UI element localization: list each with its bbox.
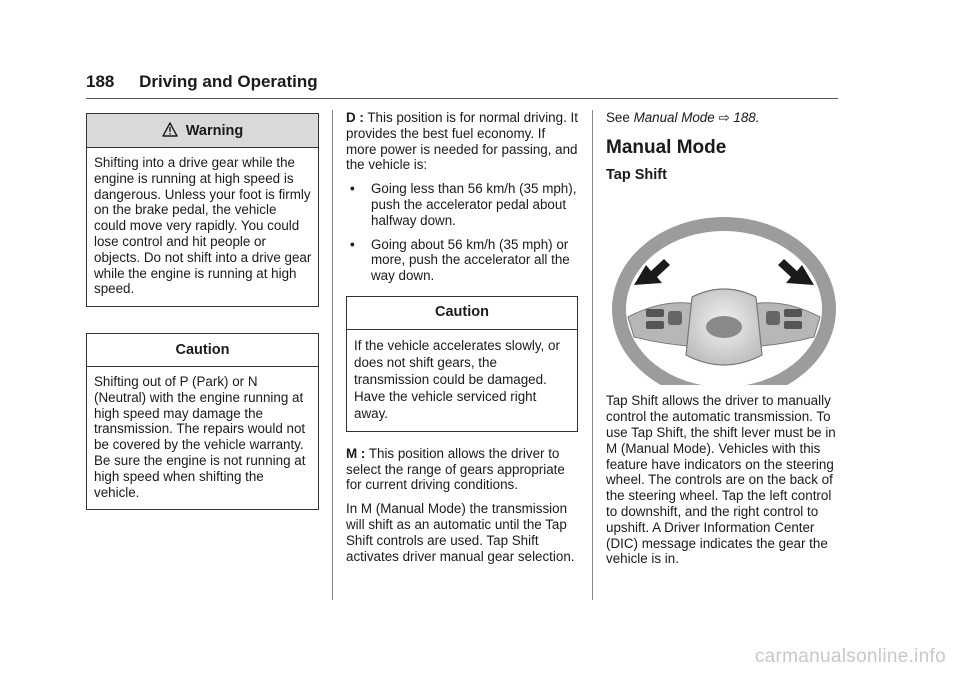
warning-box bbox=[86, 113, 319, 307]
column-divider-1 bbox=[332, 110, 333, 600]
steering-wheel-icon bbox=[606, 197, 842, 385]
caution-box-1-title: Caution bbox=[87, 334, 318, 367]
steering-wheel-figure bbox=[606, 197, 842, 385]
caution-box-1-body: Shifting out of P (Park) or N (Neutral) with the engine running at high speed may damage the transmission. The repairs would not be covered by the vehicle warranty. Be sure the engine is not running at high speed when shifting the vehicle. bbox=[94, 374, 306, 500]
caution-box-2-title: Caution bbox=[347, 297, 577, 330]
subsection-title: Tap Shift bbox=[606, 166, 667, 183]
m-text: This position allows the driver to select the range of gears appropriate for current driving conditions. bbox=[346, 445, 565, 493]
warning-triangle-icon bbox=[162, 122, 178, 137]
warning-box-title: Warning bbox=[185, 123, 244, 139]
list-item bbox=[346, 237, 578, 284]
d-position-paragraph bbox=[346, 110, 578, 173]
see-page: 188. bbox=[733, 110, 760, 125]
arrow-ref-icon: ⇨ bbox=[718, 110, 730, 125]
see-prefix: See bbox=[606, 110, 630, 125]
warning-box-body: Shifting into a drive gear while the engine is running at high speed is dangerous. Unless your foot is firmly on the brake pedal, the vehicle could move very rapidly. You could lose control and hit people or objects. Do not shift into a drive gear while the engine is running at high speed. bbox=[94, 155, 312, 297]
page-number: 188 bbox=[86, 72, 115, 91]
list-item bbox=[346, 181, 578, 228]
d-term: D : bbox=[346, 110, 364, 125]
page-title: Driving and Operating bbox=[139, 72, 318, 91]
header-rule bbox=[86, 98, 838, 99]
section-title: Manual Mode bbox=[606, 136, 727, 158]
see-link[interactable]: Manual Mode bbox=[633, 110, 715, 125]
caution-box-2-body: If the vehicle accelerates slowly, or does not shift gears, the transmission could be damaged. Have the vehicle serviced right away. bbox=[354, 337, 560, 421]
caution-box-1 bbox=[86, 333, 319, 510]
d-text: This position is for normal driving. It provides the best fuel economy. If more power is needed for passing, and the vehicle is: bbox=[346, 110, 578, 173]
bullet-marker: • bbox=[350, 181, 355, 197]
column-2 bbox=[346, 110, 578, 572]
m-position-paragraph bbox=[346, 446, 578, 493]
bullet-text: Going less than 56 km/h (35 mph), push the accelerator pedal about halfway down. bbox=[371, 181, 577, 228]
warning-box-header bbox=[87, 114, 318, 148]
watermark: carmanualsonline.info bbox=[754, 646, 946, 667]
bullet-marker: • bbox=[350, 236, 355, 252]
manual-mode-paragraph: In M (Manual Mode) the transmission will shift as an automatic until the Tap Shift controls are used. Tap Shift activates driver manual gear selection. bbox=[346, 501, 575, 564]
m-term: M : bbox=[346, 445, 366, 461]
see-reference bbox=[606, 110, 840, 126]
page-header bbox=[86, 72, 318, 92]
column-divider-2 bbox=[592, 110, 593, 600]
caution-box-2 bbox=[346, 296, 578, 432]
tap-shift-paragraph: Tap Shift allows the driver to manually control the automatic transmission. To use Tap Shift, the shift lever must be in M (Manual Mode). Vehicles with this feature have indicators on the steering wheel. The controls are on the back of the steering wheel. Tap the left control to downshift, and the right control to upshift. A Driver Information Center (DIC) message indicates the gear the vehicle is in. bbox=[606, 393, 836, 567]
bullet-text: Going about 56 km/h (35 mph) or more, push the accelerator all the way down. bbox=[371, 236, 570, 284]
column-3 bbox=[606, 110, 840, 575]
